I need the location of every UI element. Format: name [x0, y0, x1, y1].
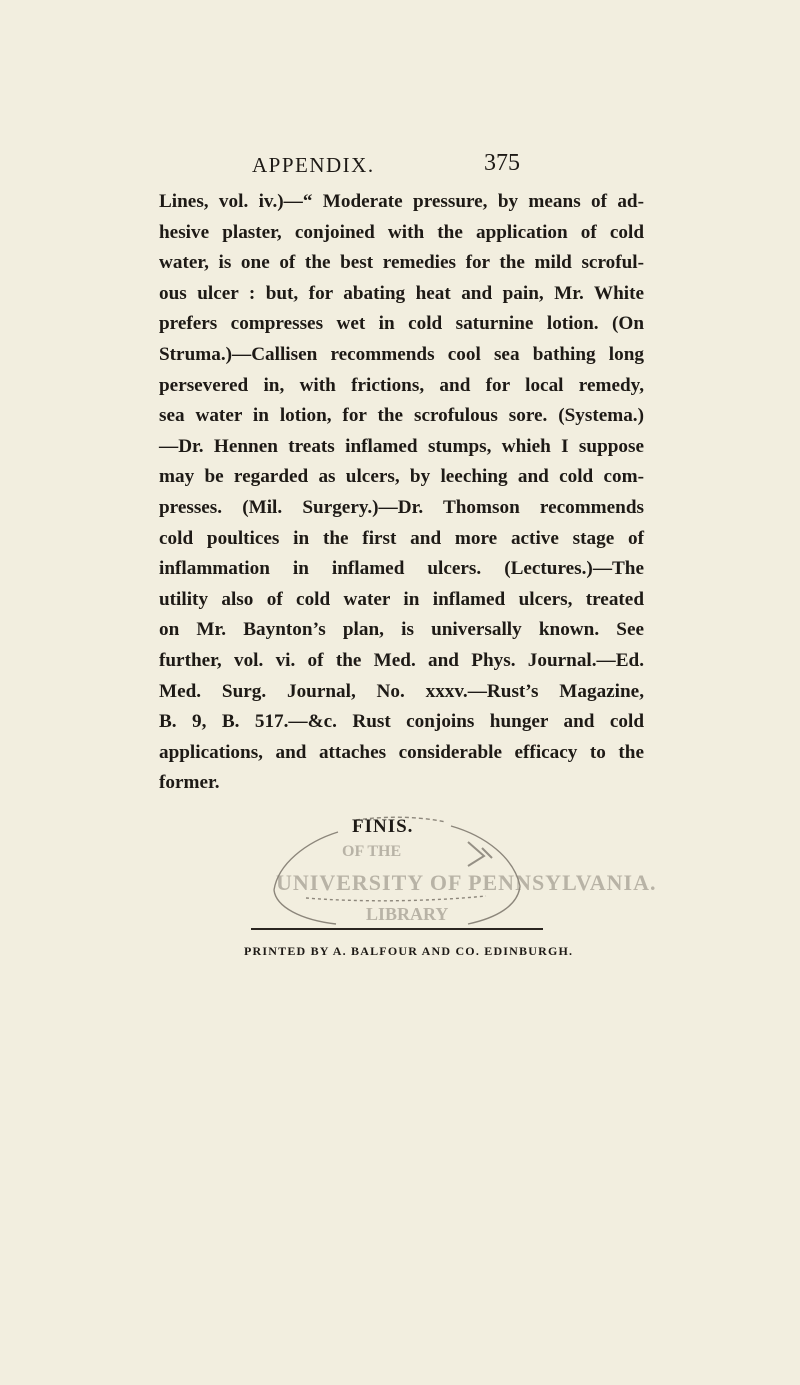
- text-line: may be regarded as ulcers, by leeching and cold com-: [159, 466, 644, 488]
- page-number: 375: [484, 150, 520, 176]
- svg-text:UNIVERSITY OF PENNSYLVANIA.: UNIVERSITY OF PENNSYLVANIA.: [276, 870, 657, 895]
- text-line: former.: [159, 772, 220, 794]
- text-line: water, is one of the best remedies for the mild scroful-: [159, 252, 644, 274]
- text-line: persevered in, with frictions, and for local remedy,: [159, 374, 644, 396]
- running-title: APPENDIX.: [252, 153, 375, 177]
- text-line: Lines, vol. iv.)—“ Moderate pressure, by means of ad-: [159, 191, 644, 212]
- text-line: ous ulcer : but, for abating heat and pain, Mr. White: [159, 282, 644, 304]
- text-line: inflammation in inflamed ulcers. (Lectures.)—The: [159, 558, 644, 580]
- text-line: on Mr. Baynton’s plan, is universally known. See: [159, 619, 644, 641]
- text-line: presses. (Mil. Surgery.)—Dr. Thomson recommends: [159, 496, 644, 518]
- body-text: [159, 187, 644, 799]
- text-line: further, vol. vi. of the Med. and Phys. Journal.—Ed.: [159, 649, 644, 671]
- text-line: prefers compresses wet in cold saturnine lotion. (On: [159, 313, 644, 335]
- text-line: hesive plaster, conjoined with the application of cold: [159, 221, 644, 243]
- text-line: Struma.)—Callisen recommends cool sea bathing long: [159, 343, 644, 365]
- printer-imprint: PRINTED BY A. BALFOUR AND CO. EDINBURGH.: [244, 944, 574, 958]
- text-line: cold poultices in the first and more active stage of: [159, 527, 644, 549]
- text-line: —Dr. Hennen treats inflamed stumps, whieh I suppose: [159, 435, 644, 457]
- text-line: sea water in lotion, for the scrofulous sore. (Systema.): [159, 405, 644, 427]
- text-line: utility also of cold water in inflamed ulcers, treated: [159, 588, 644, 610]
- svg-text:OF THE: OF THE: [342, 843, 402, 860]
- svg-text:LIBRARY: LIBRARY: [366, 904, 449, 924]
- finis-text: FINIS.: [352, 816, 414, 837]
- text-line: B. 9, B. 517.—&c. Rust conjoins hunger and cold: [159, 711, 644, 733]
- text-line: Med. Surg. Journal, No. xxxv.—Rust’s Magazine,: [159, 680, 644, 702]
- text-line: applications, and attaches considerable efficacy to the: [159, 741, 644, 763]
- footer-rule: [251, 928, 543, 930]
